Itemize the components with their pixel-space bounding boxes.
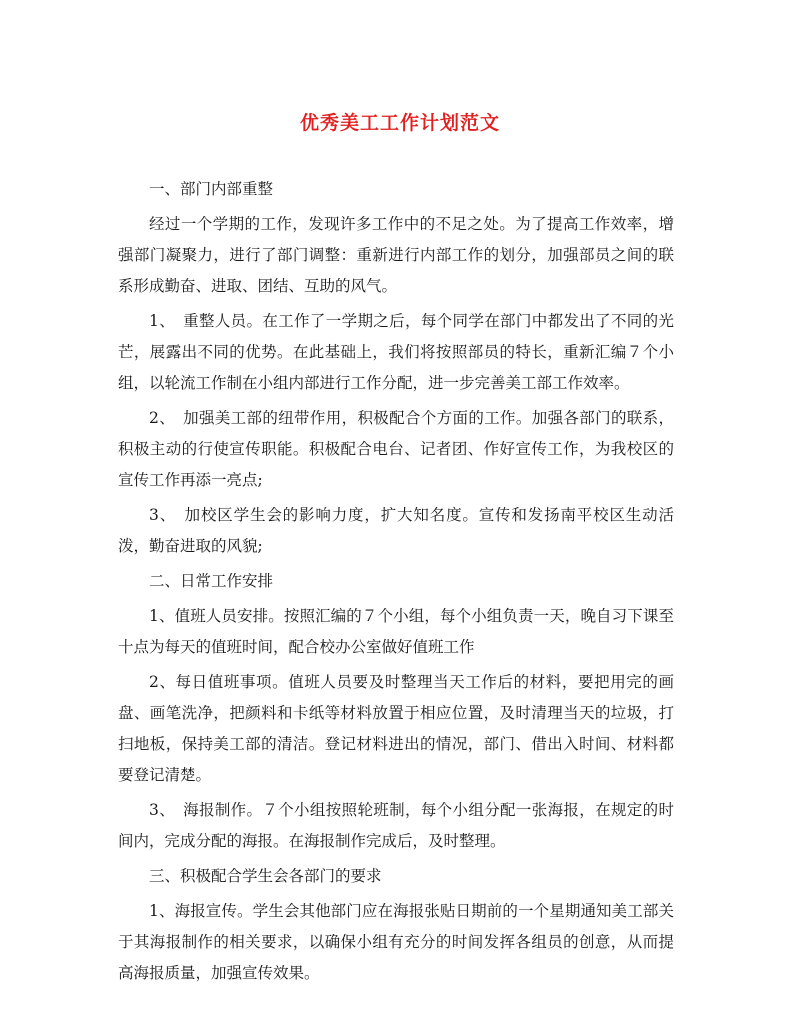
paragraph-item-1-2: 2、 加强美工部的纽带作用，积极配合个方面的工作。加强各部门的联系，积极主动的行使宣传职能。积极配合电台、记者团、作好宣传工作，为我校区的宣传工作再添一亮点; — [118, 409, 674, 489]
document-title: 优秀美工工作计划范文 — [299, 112, 500, 134]
paragraph-intro: 经过一个学期的工作，发现许多工作中的不足之处。为了提高工作效率，增强部门凝聚力，进行了部门调整：重新进行内部工作的划分，加强部员之间的联系形成勤奋、进取、团结、互助的风气。 — [118, 215, 674, 295]
section-heading-3: 三、积极配合学生会各部门的要求 — [149, 867, 382, 885]
section-heading-2: 二、日常工作安排 — [149, 572, 274, 590]
paragraph-item-1-1: 1、 重整人员。在工作了一学期之后，每个同学在部门中都发出了不同的光芒，展露出不同的优势。在此基础上，我们将按照部员的特长，重新汇编７个小组，以轮流工作制在小组内部进行工作分配，进一步完善美工部工作效率。 — [118, 312, 674, 392]
paragraph-item-1-3: 3、 加校区学生会的影响力度，扩大知名度。宣传和发扬南平校区生动活泼，勤奋进取的风貌; — [118, 506, 674, 555]
section-heading-1: 一、部门内部重整 — [149, 180, 274, 198]
paragraph-item-2-1: 1、值班人员安排。按照汇编的７个小组，每个小组负责一天，晚自习下课至十点为每天的值班时间，配合校办公室做好值班工作 — [118, 607, 674, 656]
paragraph-item-3-1: 1、海报宣传。学生会其他部门应在海报张贴日期前的一个星期通知美工部关于其海报制作的相关要求，以确保小组有充分的时间发挥各组员的创意，从而提高海报质量，加强宣传效果。 — [118, 902, 674, 982]
paragraph-item-2-3: 3、 海报制作。７个小组按照轮班制，每个小组分配一张海报，在规定的时间内，完成分配的海报。在海报制作完成后，及时整理。 — [118, 801, 674, 850]
paragraph-item-2-2: 2、每日值班事项。值班人员要及时整理当天工作后的材料，要把用完的画盘、画笔洗净，把颜料和卡纸等材料放置于相应位置，及时清理当天的垃圾，打扫地板，保持美工部的清洁。登记材料进出的情况，部门、借出入时间、材料都要登记清楚。 — [118, 673, 674, 784]
document-body — [118, 174, 674, 993]
